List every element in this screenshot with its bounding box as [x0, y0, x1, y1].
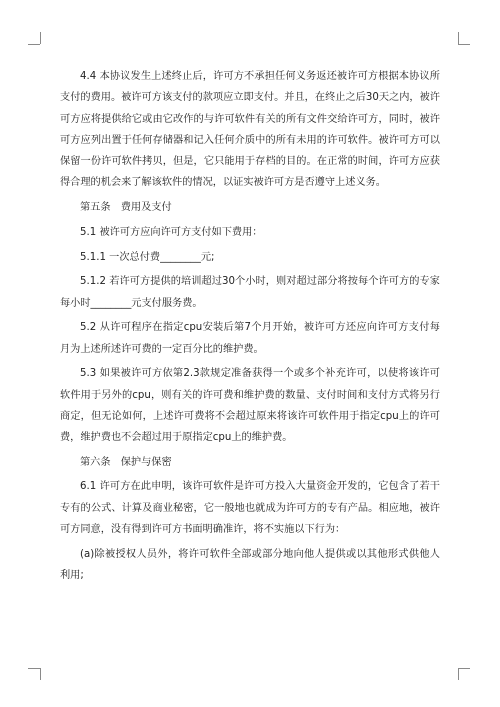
paragraph-5-2: 5.2 从许可程序在指定cpu安装后第7个月开始，被许可方还应向许可方支付每月为上述所述许可费的一定百分比的维护费。	[60, 322, 440, 355]
article-5-heading: 第五条 费用及支付	[80, 202, 172, 214]
article-6-heading: 第六条 保护与保密	[80, 456, 172, 468]
paragraph-5-1: 5.1 被许可方应向许可方支付如下费用：	[80, 226, 263, 238]
paragraph-5-1-1: 5.1.1 一次总付费________元;	[80, 251, 215, 263]
paragraph-4-4: 4.4 本协议发生上述终止后，许可方不承担任何义务返还被许可方根据本协议所支付的费用。被许可方该支付的款项应立即支付。并且，在终止之后30天之内，被许可方应将提供给它或由它改作的与许可软件有关的所有文件交给许可方，同时，被许可方应列出置于任何存储器和记入任何介质中的所有未用的许可软件。被许可方可以保留一份许可软件拷贝，但是，它只能用于存档的目的。在正常的时间，许可方应获得合理的机会来了解该软件的情况，以证实被许可方是否遵守上述义务。	[60, 71, 440, 189]
paragraph-5-3: 5.3 如果被许可方依第2.3款规定准备获得一个或多个补充许可，以使将该许可软件用于另外的cpu，则有关的许可费和维护费的数量、支付时间和支付方式将另行商定，但无论如何，上述许可费将不会超过原来将该许可软件用于指定cpu上的许可费，维护费也不会超过用于原指定cpu上的维护费。	[60, 368, 440, 444]
paragraph-5-1-2: 5.1.2 若许可方提供的培训超过30个小时，则对超过部分将按每个许可方的专家每小时________元支付服务费。	[60, 276, 440, 309]
document-body	[60, 66, 440, 590]
paragraph-6-1: 6.1 许可方在此申明，该许可软件是许可方投入大量资金开发的，它包含了若干专有的公式、计算及商业秘密，它一般地也就成为许可方的专有产品。相应地，被许可方同意，没有得到许可方书面明确准许，将不实施以下行为：	[60, 481, 440, 536]
paragraph-6-1-a: (a)除被授权人员外，将许可软件全部或部分地向他人提供或以其他形式供他人利用;	[60, 548, 440, 582]
